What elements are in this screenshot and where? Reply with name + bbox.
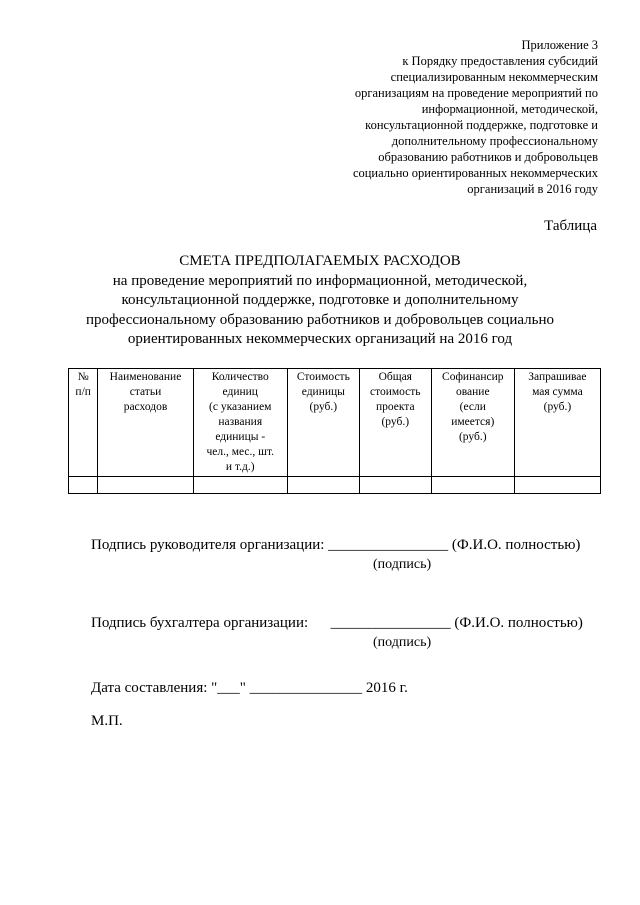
accountant-signature-caption: (подпись) (373, 635, 432, 650)
appendix-line: информационной, методической, (421, 102, 598, 116)
header-unit-cost: Стоимость единицы (руб.) (287, 369, 359, 477)
table-cell (359, 477, 431, 494)
header-number: № п/п (69, 369, 98, 477)
header-total-cost: Общая стоимость проекта (руб.) (359, 369, 431, 477)
head-signature-line: Подпись руководителя организации: ________________ (Ф.И.О. полностью) (91, 537, 581, 553)
appendix-line: консультационной поддержке, подготовке и (365, 118, 598, 132)
title-line: консультационной поддержке, подготовке и дополнительному (121, 292, 519, 308)
title-heading: СМЕТА ПРЕДПОЛАГАЕМЫХ РАСХОДОВ (179, 253, 461, 269)
stamp-place: М.П. (91, 713, 123, 729)
table-cell (69, 477, 98, 494)
table-cell (431, 477, 514, 494)
appendix-block (298, 37, 598, 197)
table-cell (98, 477, 193, 494)
table-label: Таблица (544, 218, 597, 234)
table-row (69, 477, 601, 494)
table-cell (287, 477, 359, 494)
appendix-line: организациям на проведение мероприятий по (354, 86, 598, 100)
header-cofinancing: Софинансир ование (если имеется) (руб.) (431, 369, 514, 477)
appendix-line: образованию работников и добровольцев (378, 150, 598, 164)
accountant-signature-line: Подпись бухгалтера организации: ________________ (Ф.И.О. полностью) (91, 615, 583, 631)
header-quantity: Количество единиц (с указанием названия единицы - чел., мес., шт. и т.д.) (193, 369, 287, 477)
appendix-line: дополнительному профессиональному (391, 134, 598, 148)
title-line: ориентированных некоммерческих организаций на 2016 год (127, 331, 513, 347)
table-cell (193, 477, 287, 494)
table-cell (514, 477, 600, 494)
appendix-line: специализированным некоммерческим (390, 70, 598, 84)
estimate-table (68, 368, 601, 494)
appendix-line: к Порядку предоставления субсидий (402, 54, 598, 68)
appendix-line: социально ориентированных некоммерческих (352, 166, 598, 180)
title-line: профессиональному образованию работников и добровольцев социально (85, 311, 554, 328)
header-item-name: Наименование статьи расходов (98, 369, 193, 477)
document-title (60, 252, 580, 350)
appendix-line: Приложение 3 (521, 38, 598, 52)
head-signature-caption: (подпись) (373, 557, 432, 572)
table-header-row (69, 369, 601, 477)
title-line: на проведение мероприятий по информационной, методической, (112, 272, 528, 289)
compilation-date: Дата составления: "___" _______________ 2016 г. (91, 680, 408, 696)
header-requested-amount: Запрашивае мая сумма (руб.) (514, 369, 600, 477)
appendix-line: организаций в 2016 году (467, 182, 598, 196)
